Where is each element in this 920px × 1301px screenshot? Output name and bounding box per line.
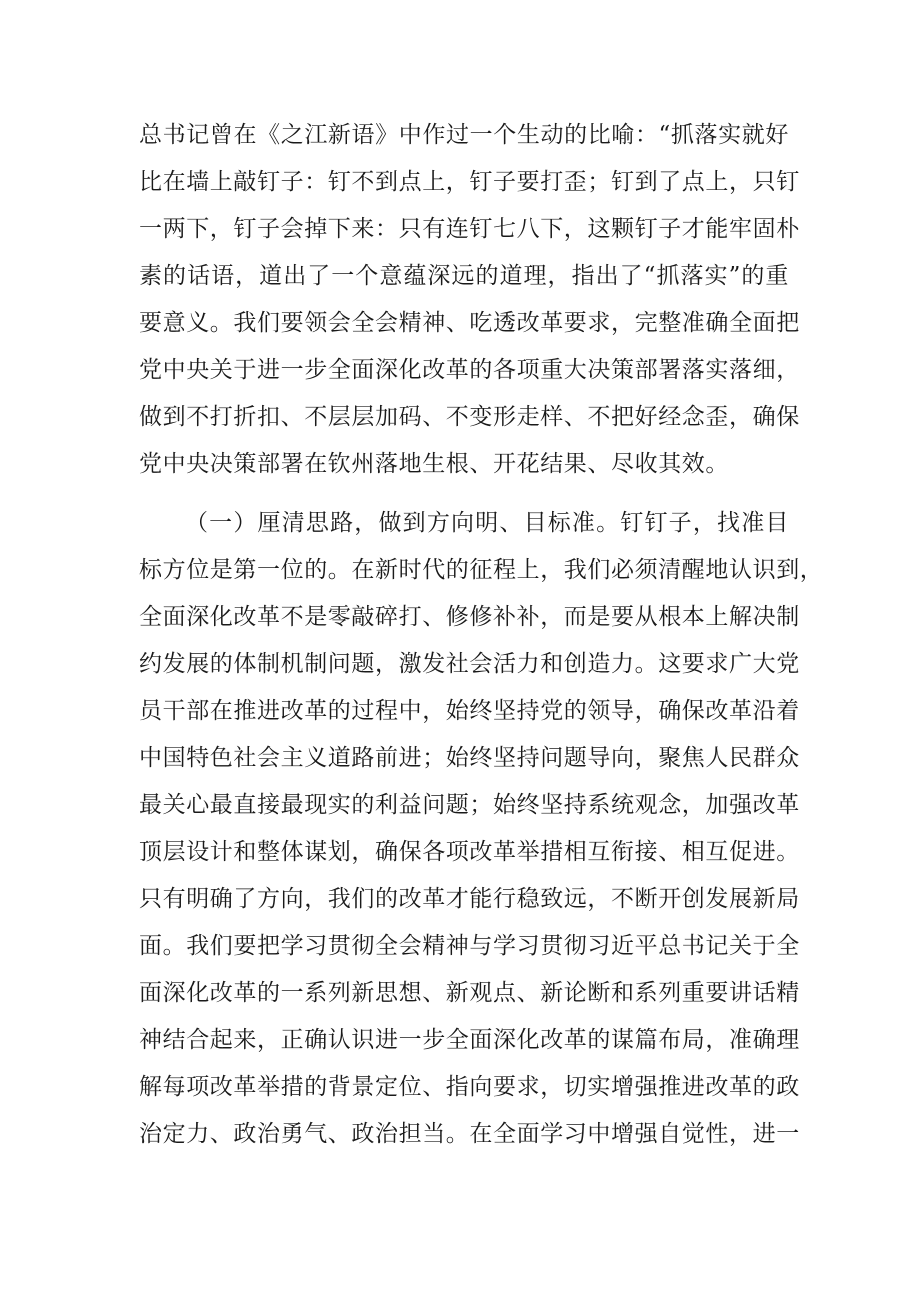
text-line: 只有明确了方向，我们的改革才能行稳致远，不断开创发展新局: [139, 886, 800, 912]
text-line: 约发展的体制机制问题，激发社会活力和创造力。这要求广大党: [139, 651, 800, 677]
text-line: 总书记曾在《之江新语》中作过一个生动的比喻：“抓落实就好: [139, 122, 789, 148]
text-line: 治定力、政治勇气、政治担当。在全面学习中增强自觉性，进一: [139, 1121, 800, 1147]
text-line: 做到不打折扣、不层层加码、不变形走样、不把好经念歪，确保: [139, 404, 800, 430]
text-line: 标方位是第一位的。在新时代的征程上，我们必须清醒地认识到，: [139, 557, 824, 583]
paragraph-nail-metaphor: [139, 112, 800, 488]
text-line: 面。我们要把学习贯彻全会精神与学习贯彻习近平总书记关于全: [139, 933, 800, 959]
text-line: 党中央关于进一步全面深化改革的各项重大决策部署落实落细，: [139, 357, 800, 383]
section-heading-line: （一）厘清思路，做到方向明、目标准。钉钉子，找准目: [185, 510, 789, 536]
paragraph-section-one: [139, 500, 824, 1158]
text-line: 中国特色社会主义道路前进；始终坚持问题导向，聚焦人民群众: [139, 745, 800, 771]
text-line: 神结合起来，正确认识进一步全面深化改革的谋篇布局，准确理: [139, 1027, 800, 1053]
text-line: 解每项改革举措的背景定位、指向要求，切实增强推进改革的政: [139, 1074, 800, 1100]
text-line: 员干部在推进改革的过程中，始终坚持党的领导，确保改革沿着: [139, 698, 800, 724]
text-line: 顶层设计和整体谋划，确保各项改革举措相互衔接、相互促进。: [139, 839, 800, 865]
text-line: 最关心最直接最现实的利益问题；始终坚持系统观念，加强改革: [139, 792, 800, 818]
text-line: 全面深化改革不是零敲碎打、修修补补，而是要从根本上解决制: [139, 604, 800, 630]
text-line: 比在墙上敲钉子：钉不到点上，钉子要打歪；钉到了点上，只钉: [139, 169, 800, 195]
text-line-last: 党中央决策部署在钦州落地生根、开花结果、尽收其效。: [139, 451, 729, 477]
text-line: 素的话语，道出了一个意蕴深远的道理，指出了“抓落实”的重: [139, 263, 789, 289]
text-line: 面深化改革的一系列新思想、新观点、新论断和系列重要讲话精: [139, 980, 800, 1006]
text-line: 一两下，钉子会掉下来：只有连钉七八下，这颗钉子才能牢固朴: [139, 216, 800, 242]
text-line: 要意义。我们要领会全会精神、吃透改革要求，完整准确全面把: [139, 310, 800, 336]
